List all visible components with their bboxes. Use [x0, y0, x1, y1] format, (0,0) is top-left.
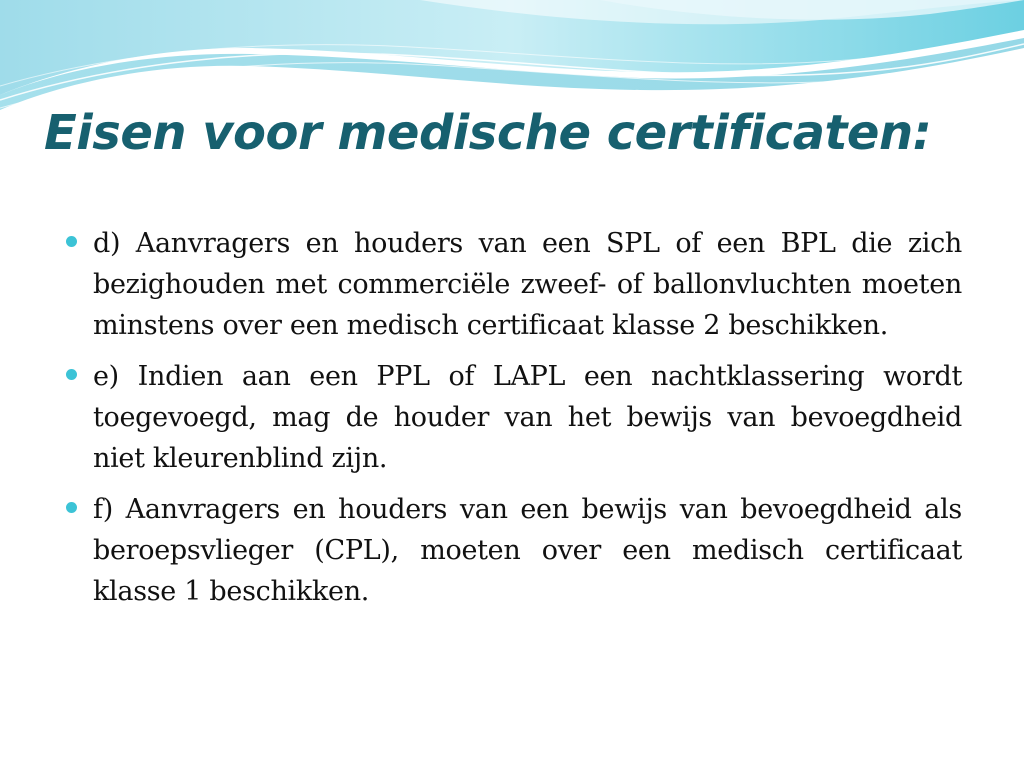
bullet-list [66, 223, 962, 622]
bullet-text: e) Indien aan een PPL of LAPL een nachtklassering wordt toegevoegd, mag de houder van het bewijs van bevoegdheid niet kleurenblind zijn. [93, 361, 962, 474]
bullet-dot-icon [66, 502, 77, 513]
slide-title: Eisen voor medische certificaten: [44, 105, 932, 161]
bullet-dot-icon [66, 369, 77, 380]
bullet-dot-icon [66, 236, 77, 247]
bullet-text: f) Aanvragers en houders van een bewijs van bevoegdheid als beroepsvlieger (CPL), moeten over een medisch certificaat klasse 1 beschikken. [93, 494, 962, 607]
bullet-item-d [66, 223, 962, 346]
bullet-item-e [66, 356, 962, 479]
bullet-item-f [66, 489, 962, 612]
bullet-text: d) Aanvragers en houders van een SPL of een BPL die zich bezighouden met commerciële zweef- of ballonvluchten moeten minstens over een medisch certificaat klasse 2 beschikken. [93, 228, 962, 341]
